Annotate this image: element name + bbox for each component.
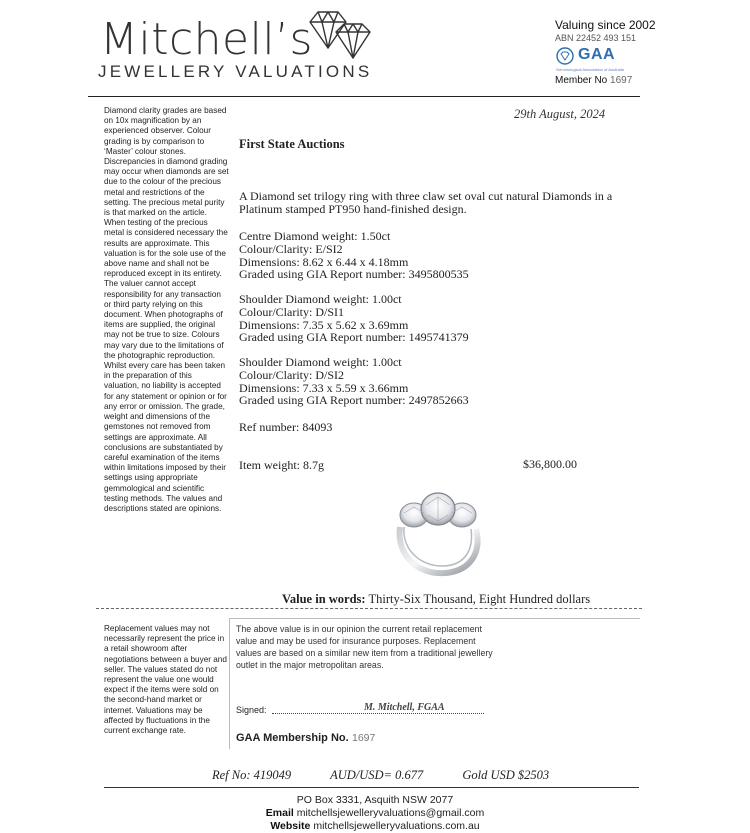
stone-weight: Centre Diamond weight: 1.50ct <box>239 229 391 243</box>
stone-block-shoulder-1 <box>239 293 579 344</box>
stone-report: Graded using GIA Report number: 3495800535 <box>239 267 469 282</box>
footer-website <box>0 820 750 832</box>
website-label: Website <box>270 820 311 832</box>
stone-report: Graded using GIA Report number: 1495741379 <box>239 330 469 345</box>
member-label: Member No <box>555 75 608 86</box>
stone-dimensions: Dimensions: 7.33 x 5.59 x 3.66mm <box>239 380 409 395</box>
stone-dimensions: Dimensions: 8.62 x 6.44 x 4.18mm <box>239 254 409 269</box>
stone-block-shoulder-2 <box>239 356 579 407</box>
item-description: A Diamond set trilogy ring with three claw set oval cut natural Diamonds in a Platinum stamped PT950 hand-finished design. <box>239 189 613 216</box>
stone-colour-clarity: Colour/Clarity: D/SI1 <box>239 304 344 319</box>
website-link[interactable]: mitchellsjewelleryvaluations.com.au <box>313 820 480 832</box>
stone-colour-clarity: Colour/Clarity: E/SI2 <box>239 241 343 256</box>
email-link[interactable]: mitchellsjewelleryvaluations@gmail.com <box>296 807 485 819</box>
valuing-since: Valuing since 2002 <box>555 18 656 32</box>
signature-line <box>272 713 484 714</box>
ring-photo <box>390 487 484 577</box>
member-number <box>555 75 632 86</box>
item-weight: Item weight: 8.7g <box>239 458 324 472</box>
ref-number: Ref number: 84093 <box>239 420 333 434</box>
replacement-note: Replacement values may not necessarily represent the price in a retail showroom after negotiations between a buyer and seller. The values stated do not represent the value one would expect if the items were sold on the second-hand market or internet. Valuations may be affected by fluctuations in the current exchange rate. <box>104 624 227 736</box>
gaa-logo-text: GAA <box>578 46 616 63</box>
member-value: 1697 <box>610 75 633 86</box>
stone-weight: Shoulder Diamond weight: 1.00ct <box>239 292 402 306</box>
footer-divider <box>104 787 639 788</box>
gaa-seal-icon <box>556 47 574 65</box>
stone-dimensions: Dimensions: 7.35 x 5.62 x 3.69mm <box>239 317 409 332</box>
footer-ref-no: Ref No: 419049 <box>212 768 292 782</box>
signatory-name: M. Mitchell, FGAA <box>364 702 445 713</box>
footer-exchange-rate: AUD/USD= 0.677 <box>330 768 424 782</box>
stone-block-centre <box>239 230 579 281</box>
header-divider <box>88 96 640 97</box>
value-in-words <box>282 592 590 607</box>
disclaimer-text: Diamond clarity grades are based on 10x magnification by an experienced observer. Colour grading is by comparison to ‘Master’ colour stones. Discrepancies in diamond grading may occur when diamonds are set due to the colour of the precious metal and restrictions of the setting. The precious metal purity is that marked on the article. When testing of the precious metal is considered necessary the results are approximate. This valuation is for the sole use of the above name and shall not be reproduced except in its entirety. The valuer cannot accept responsibility for any transaction or third party relying on this document. When photographs of items are supplied, the original may not be true to size. Colours may vary due to the limitations of the photographic reproduction. Whilst every care has been taken in the preparation of this valuation, no liability is accepted for any statement or opinion or for any error or omission. The grade, weight and dimensions of the gemstones not removed from settings are approximate. All conclusions are substantiated by careful examination of the items within limitations imposed by their settings using appropriate gemmological and scientific testing methods. The values and descriptions stated are opinions. <box>104 106 229 513</box>
footer-address: PO Box 3331, Asquith NSW 2077 <box>296 794 454 806</box>
email-label: Email <box>265 807 294 819</box>
footer-gold-price: Gold USD $2503 <box>462 768 550 782</box>
gaa-membership-label: GAA Membership No. <box>236 732 349 744</box>
brand-name: Mitchell’s <box>100 14 313 65</box>
abn-number: ABN 22452 493 151 <box>555 33 637 43</box>
diamond-logo-icon <box>308 10 374 62</box>
valuation-date: 29th August, 2024 <box>514 107 606 121</box>
stone-report: Graded using GIA Report number: 2497852663 <box>239 393 469 408</box>
retail-statement: The above value is in our opinion the current retail replacement value and may be used for insurance purposes. Replacement values are based on a similar new item from a traditional jewellery outlet in the major metropolitan areas. <box>236 624 493 671</box>
client-name: First State Auctions <box>239 137 345 151</box>
footer-email <box>0 807 750 819</box>
tagline: JEWELLERY VALUATIONS <box>98 62 373 81</box>
signed-label: Signed: <box>236 705 267 715</box>
stone-weight: Shoulder Diamond weight: 1.00ct <box>239 355 402 369</box>
gaa-subtext: Gemmological Association of Australia <box>556 67 624 72</box>
value-in-words-label: Value in words: <box>282 592 366 606</box>
section-divider <box>96 608 642 609</box>
value-in-words-text: Thirty-Six Thousand, Eight Hundred dollars <box>368 592 591 606</box>
gaa-membership-number: 1697 <box>352 732 376 744</box>
stone-colour-clarity: Colour/Clarity: D/SI2 <box>239 367 344 382</box>
valuation-amount: $36,800.00 <box>523 457 577 471</box>
footer-reference-line <box>212 768 549 783</box>
